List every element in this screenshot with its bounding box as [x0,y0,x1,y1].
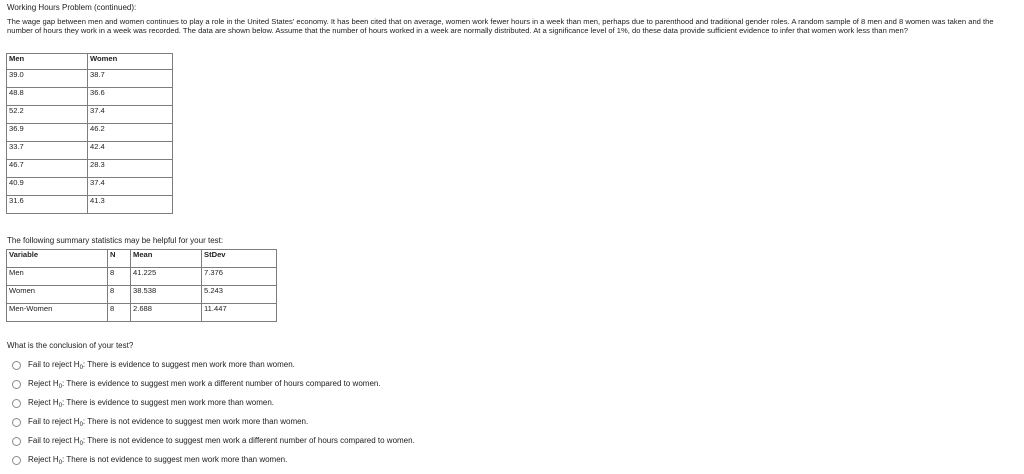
cell-variable: Women [7,286,108,304]
cell-stdev: 11.447 [202,304,277,322]
subscript: 0 [79,441,83,447]
column-header-men: Men [7,54,88,70]
cell-women: 46.2 [88,124,173,142]
option-label [28,360,295,371]
summary-label: The following summary statistics may be helpful for your test: [7,236,224,245]
option-prefix: Reject H [28,455,59,464]
option-prefix: Fail to reject H [28,360,80,369]
option-label [28,379,381,390]
option-text: : There is evidence to suggest men work more than women. [62,398,274,407]
cell-women: 42.4 [88,142,173,160]
cell-men: 31.6 [7,196,88,214]
table-row [7,286,277,304]
radio-button[interactable] [12,399,21,408]
cell-men: 46.7 [7,160,88,178]
option-text: : There is not evidence to suggest men work more than women. [82,417,309,426]
option-label [28,455,287,466]
option-text: : There is not evidence to suggest men work a different number of hours compared to women. [82,436,415,445]
option-text: : There is evidence to suggest men work more than women. [82,360,295,369]
cell-variable: Men-Women [7,304,108,322]
cell-men: 33.7 [7,142,88,160]
subscript: 0 [58,384,63,390]
table-row [7,142,173,160]
column-header-mean: Mean [131,250,202,268]
radio-button[interactable] [12,380,21,389]
table-row [7,178,173,196]
cell-women: 38.7 [88,70,173,88]
answer-option[interactable] [12,451,415,470]
radio-button[interactable] [12,361,21,370]
subscript: 0 [79,365,83,371]
cell-mean: 41.225 [131,268,202,286]
answer-option[interactable] [12,356,415,375]
column-header-n: N [108,250,131,268]
answer-option[interactable] [12,394,415,413]
cell-women: 37.4 [88,106,173,124]
cell-women: 41.3 [88,196,173,214]
table-row [7,268,277,286]
cell-n: 8 [108,286,131,304]
cell-mean: 2.688 [131,304,202,322]
option-label [28,398,274,409]
table-row [7,124,173,142]
column-header-stdev: StDev [202,250,277,268]
cell-n: 8 [108,304,131,322]
table-header-row [7,54,173,70]
option-label [28,417,308,428]
cell-women: 28.3 [88,160,173,178]
table-row [7,70,173,88]
summary-stats-table [6,249,277,322]
radio-button[interactable] [12,456,21,465]
option-prefix: Fail to reject H [28,436,80,445]
radio-button[interactable] [12,437,21,446]
cell-variable: Men [7,268,108,286]
option-label [28,436,415,447]
cell-men: 48.8 [7,88,88,106]
cell-stdev: 5.243 [202,286,277,304]
cell-women: 36.6 [88,88,173,106]
problem-statement: The wage gap between men and women continues to play a role in the United States' economy. It has been cited that on average, women work fewer hours in a week than men, perhaps due to parenthood and traditional gender roles. A random sample of 8 men and 8 women was taken and the number of hours they work in a week was recorded. The data are shown below. Assume that the number of hours worked in a week are normally distributed. At a significance level of 1%, do these data provide sufficient evidence to infer that women work less than men? [7,17,994,35]
option-text: : There is not evidence to suggest men work more than women. [62,455,288,464]
option-prefix: Fail to reject H [28,417,80,426]
column-header-women: Women [88,54,173,70]
option-prefix: Reject H [28,379,59,388]
subscript: 0 [58,460,63,466]
table-header-row [7,250,277,268]
cell-women: 37.4 [88,178,173,196]
answer-option[interactable] [12,413,415,432]
problem-title: Working Hours Problem (continued): [7,3,137,12]
table-row [7,106,173,124]
answer-option[interactable] [12,432,415,451]
table-row [7,88,173,106]
answer-options [12,356,415,470]
cell-men: 52.2 [7,106,88,124]
subscript: 0 [79,422,83,428]
answer-option[interactable] [12,375,415,394]
option-prefix: Reject H [28,398,59,407]
column-header-variable: Variable [7,250,108,268]
cell-men: 39.0 [7,70,88,88]
table-row [7,160,173,178]
hours-data-table [6,53,173,214]
subscript: 0 [58,403,63,409]
radio-button[interactable] [12,418,21,427]
table-row [7,196,173,214]
cell-stdev: 7.376 [202,268,277,286]
question-prompt: What is the conclusion of your test? [7,341,134,350]
option-text: : There is evidence to suggest men work a different number of hours compared to women. [62,379,381,388]
cell-mean: 38.538 [131,286,202,304]
cell-men: 40.9 [7,178,88,196]
cell-men: 36.9 [7,124,88,142]
table-row [7,304,277,322]
cell-n: 8 [108,268,131,286]
